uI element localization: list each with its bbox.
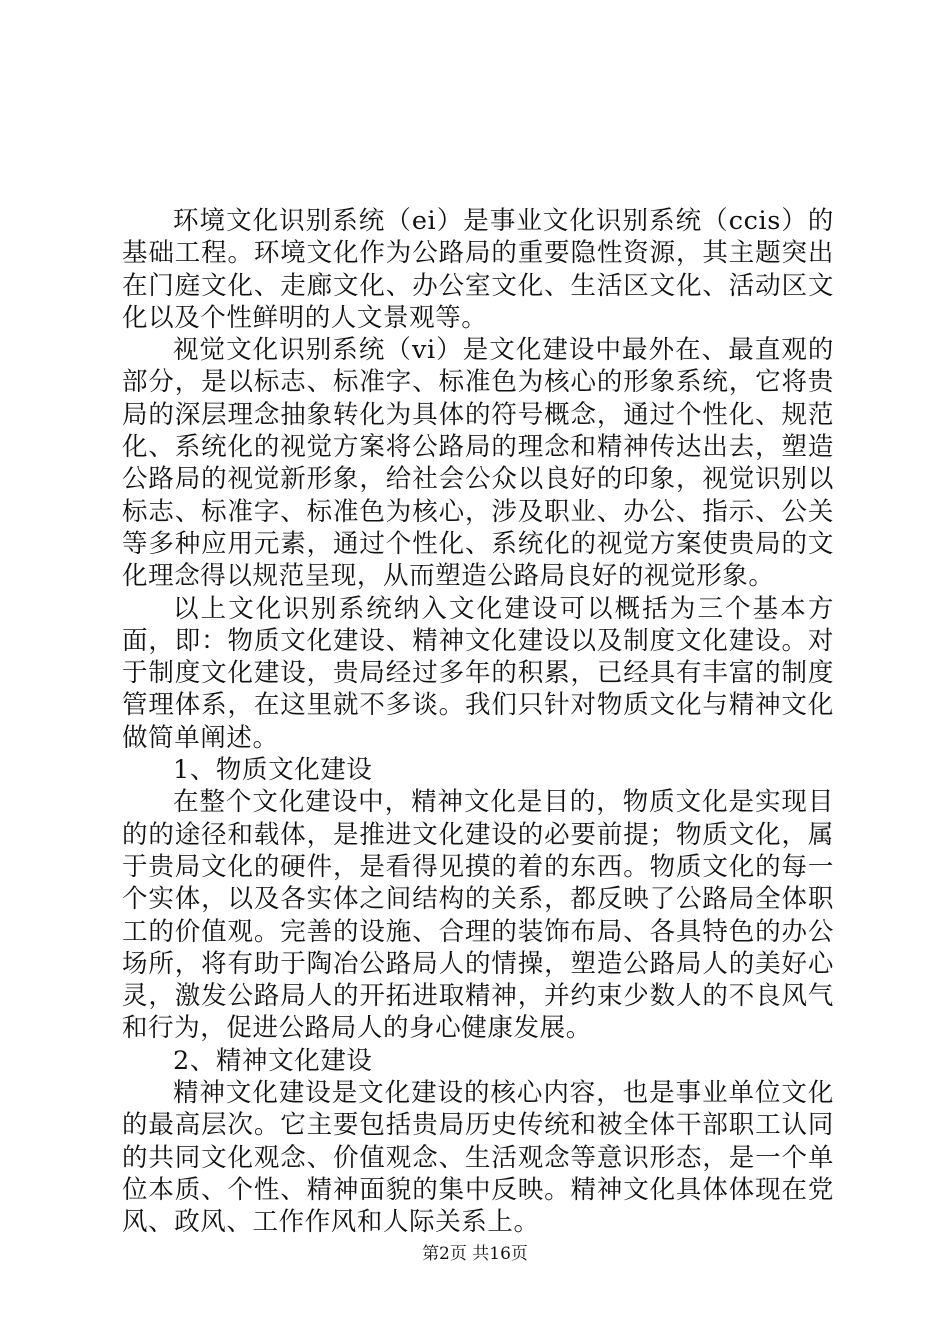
paragraph-three-aspects: 以上文化识别系统纳入文化建设可以概括为三个基本方面，即：物质文化建设、精神文化建设以及制度文化建设。对于制度文化建设，贵局经过多年的积累，已经具有丰富的制度管理体系，在这里就不多谈。我们只针对物质文化与精神文化做简单阐述。 — [122, 593, 834, 753]
page-number-footer: 第2页 共16页 — [422, 1244, 528, 1264]
document-body — [122, 205, 834, 1239]
paragraph-visual-culture: 视觉文化识别系统（vi）是文化建设中最外在、最直观的部分，是以标志、标准字、标准色为核心的形象系统，它将贵局的深层理念抽象转化为具体的符号概念，通过个性化、规范化、系统化的视觉方案将公路局的理念和精神传达出去，塑造公路局的视觉新形象，给社会公众以良好的印象，视觉识别以标志、标准字、标准色为核心，涉及职业、办公、指示、公关等多种应用元素，通过个性化、系统化的视觉方案使贵局的文化理念得以规范呈现，从而塑造公路局良好的视觉形象。 — [122, 335, 834, 592]
paragraph-environment-culture: 环境文化识别系统（ei）是事业文化识别系统（ccis）的基础工程。环境文化作为公路局的重要隐性资源，其主题突出在门庭文化、走廊文化、办公室文化、生活区文化、活动区文化以及个性鲜明的人文景观等。 — [122, 206, 834, 333]
section-heading-material-culture: 1、物质文化建设 — [173, 755, 373, 786]
paragraph-spiritual-culture: 精神文化建设是文化建设的核心内容，也是事业单位文化的最高层次。它主要包括贵局历史传统和被全体干部职工认同的共同文化观念、价值观念、生活观念等意识形态，是一个单位本质、个性、精神面貌的集中反映。精神文化具体体现在党风、政风、工作作风和人际关系上。 — [122, 1078, 834, 1238]
section-heading-spiritual-culture: 2、精神文化建设 — [173, 1045, 373, 1076]
paragraph-material-culture: 在整个文化建设中，精神文化是目的，物质文化是实现目的的途径和载体，是推进文化建设的必要前提；物质文化，属于贵局文化的硬件，是看得见摸的着的东西。物质文化的每一个实体，以及各实体之间结构的关系，都反映了公路局全体职工的价值观。完善的设施、合理的装饰布局、各具特色的办公场所，将有助于陶冶公路局人的情操，塑造公路局人的美好心灵，激发公路局人的开拓进取精神，并约束少数人的不良风气和行为，促进公路局人的身心健康发展。 — [122, 787, 834, 1044]
